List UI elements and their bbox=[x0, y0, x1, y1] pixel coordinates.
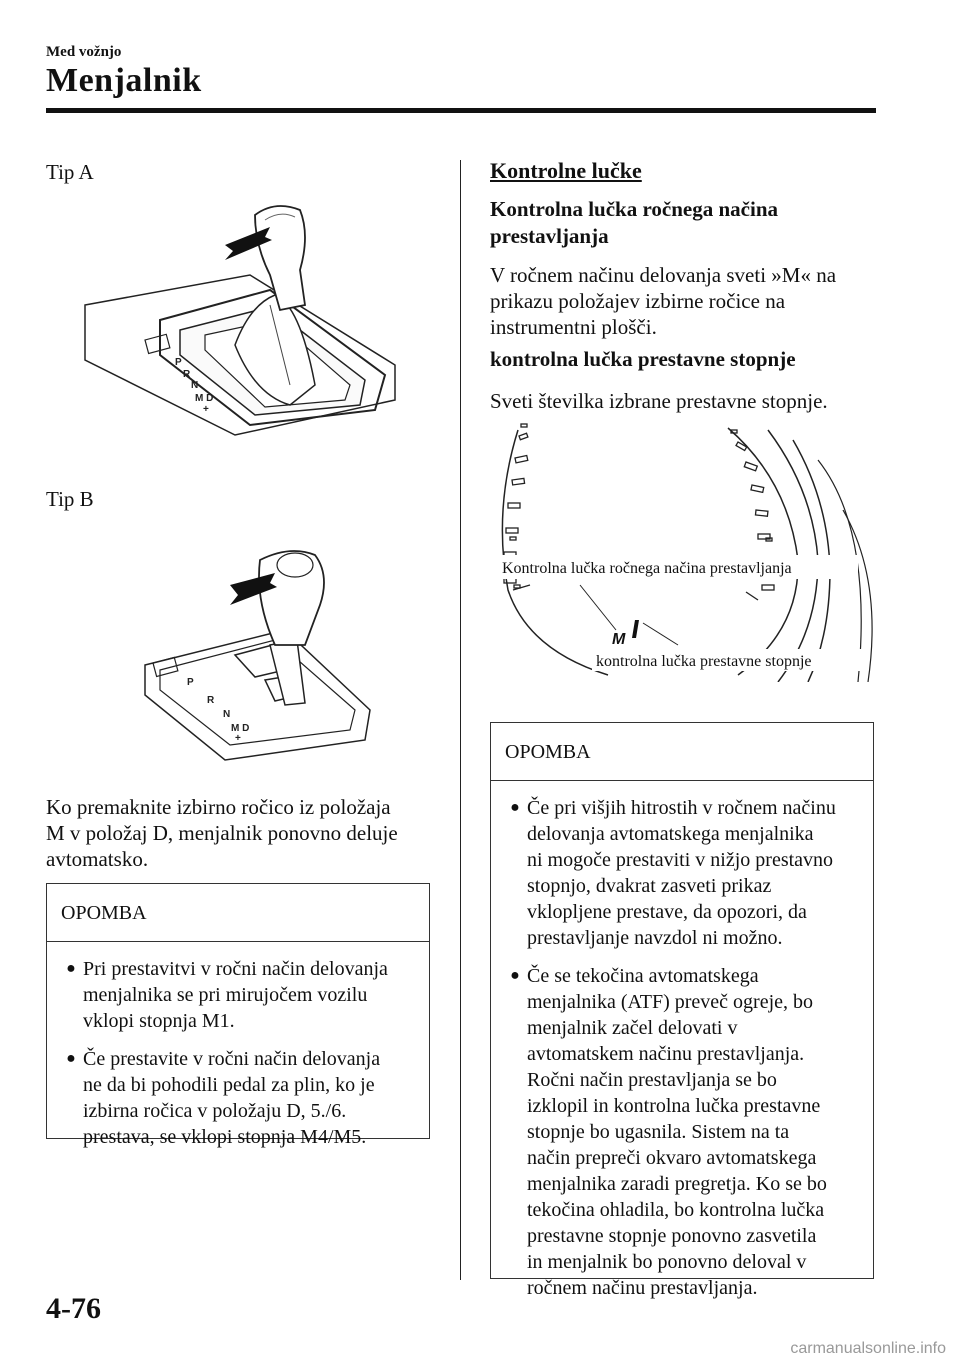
label-manual-mode-indicator: Kontrolna lučka ročnega načina prestavljanja bbox=[502, 560, 792, 577]
manual-mode-indicator: M bbox=[612, 631, 626, 648]
tip-a-label: Tip A bbox=[46, 160, 94, 184]
section-heading: Kontrolne lučke bbox=[490, 158, 642, 183]
page-number: 4-76 bbox=[46, 1292, 101, 1325]
bullet-icon: ● bbox=[66, 960, 76, 977]
shifter-b-pos-n: N bbox=[223, 709, 231, 720]
page-title: Menjalnik bbox=[46, 62, 202, 99]
note-item: ● Pri prestavitvi v ročni način delovanja menjalnika se pri mirujočem vozilu vklopi stopnja M1. bbox=[59, 956, 417, 1034]
tip-b-label: Tip B bbox=[46, 487, 94, 511]
manual-mode-heading: Kontrolna lučka ročnega načina prestavljanja bbox=[490, 197, 779, 248]
label-gear-indicator: kontrolna lučka prestavne stopnje bbox=[596, 653, 812, 670]
section-label: Med vožnjo bbox=[46, 44, 122, 60]
shift-back-paragraph: Ko premaknite izbirno ročico iz položaja M v položaj D, menjalnik ponovno deluje avtomatsko. bbox=[46, 795, 398, 871]
shifter-a-pos-plus: + bbox=[203, 404, 209, 415]
note-box-left bbox=[46, 883, 430, 1148]
gear-number-indicator bbox=[632, 620, 639, 638]
watermark[interactable]: carmanualsonline.info bbox=[790, 1340, 946, 1357]
shifter-b-illustration bbox=[135, 545, 385, 765]
shifter-b-pos-p: P bbox=[187, 677, 194, 688]
bullet-icon: ● bbox=[510, 799, 520, 816]
column-divider bbox=[460, 160, 461, 1280]
shifter-a-pos-r: R bbox=[183, 369, 191, 380]
shifter-a-pos-p: P bbox=[175, 357, 182, 368]
gear-indicator-heading: kontrolna lučka prestavne stopnje bbox=[490, 347, 796, 371]
shifter-b-pos-md: M D bbox=[231, 723, 250, 734]
shifter-a-pos-n: N bbox=[191, 380, 199, 391]
gear-indicator-text: Sveti številka izbrane prestavne stopnje. bbox=[490, 389, 828, 413]
note-heading: OPOMBA bbox=[491, 723, 873, 781]
shifter-b-pos-plus: + bbox=[235, 733, 241, 744]
note-item: ● Če se tekočina avtomatskega menjalnika (ATF) preveč ogreje, bo menjalnik začel delovati v avtomatskem načinu prestavljanja. Ročni način prestavljanja se bo izklopil in kontrolna lučka prestavne stopnje bo ugasnila. Sistem na ta način prepreči okvaro avtomatskega menjalnika zaradi pregretja. Ko se bo tekočina ohladila, bo kontrolna lučka prestavne stopnje ponovno zasvetila in menjalnik bo ponovno deloval v ročnem načinu prestavljanja. bbox=[503, 963, 861, 1301]
title-rule bbox=[46, 108, 876, 113]
instrument-cluster-diagram bbox=[488, 420, 878, 682]
note-heading: OPOMBA bbox=[47, 884, 429, 942]
note-box-right bbox=[490, 722, 874, 1299]
note-item: ● Če pri višjih hitrostih v ročnem načinu delovanja avtomatskega menjalnika ni mogoče prestaviti v nižjo prestavno stopnjo, dvakrat zasveti prikaz vklopljene prestave, da opozori, da prestavljanje navzdol ni možno. bbox=[503, 795, 861, 951]
shifter-a-illustration bbox=[75, 195, 405, 460]
manual-mode-text: V ročnem načinu delovanja sveti »M« na prikazu položajev izbirne ročice na instrumentni plošči. bbox=[490, 263, 837, 339]
bullet-icon: ● bbox=[510, 967, 520, 984]
bullet-icon: ● bbox=[66, 1050, 76, 1067]
shifter-a-pos-md: M D bbox=[195, 393, 214, 404]
shifter-b-pos-r: R bbox=[207, 695, 215, 706]
note-item: ● Če prestavite v ročni način delovanja ne da bi pohodili pedal za plin, ko je izbirna ročica v položaju D, 5./6. prestava, se vklopi stopnja M4/M5. bbox=[59, 1046, 417, 1150]
